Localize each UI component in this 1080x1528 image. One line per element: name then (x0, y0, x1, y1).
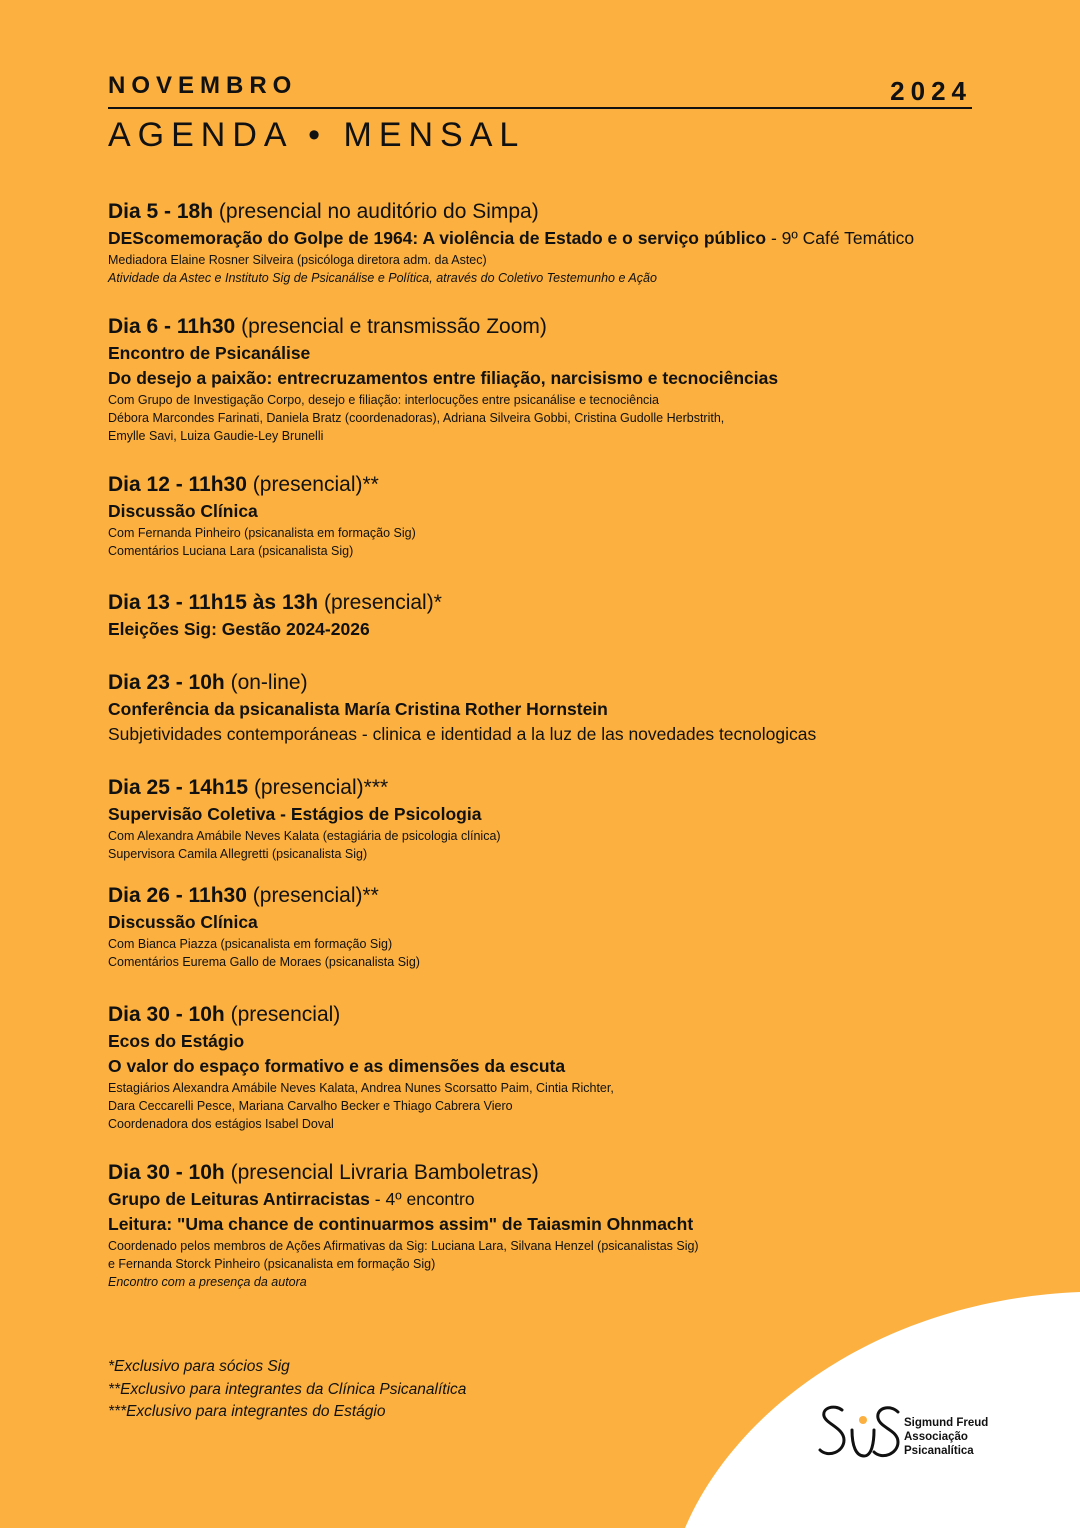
event-note: Atividade da Astec e Instituto Sig de Psicanálise e Política, através do Coletivo Testemunho e Ação (108, 271, 657, 285)
event-item (108, 669, 988, 747)
event-item (108, 313, 988, 445)
event-subtitle: Subjetividades contemporáneas - clinica e identidad a la luz de las novedades tecnologicas (108, 724, 817, 744)
event-title-suffix: - 9º Café Temático (770, 228, 915, 248)
event-mode: (presencial e transmissão Zoom) (241, 315, 547, 338)
event-mode: (on-line) (230, 671, 308, 694)
event-detail: Mediadora Elaine Rosner Silveira (psicóloga diretora adm. da Astec) (108, 253, 487, 267)
month-label: NOVEMBRO (108, 72, 298, 99)
event-mode: (presencial) (230, 1003, 341, 1026)
event-title: Supervisão Coletiva - Estágios de Psicologia (108, 804, 482, 824)
page-title: AGENDA • MENSAL (108, 116, 526, 154)
event-when (108, 669, 988, 697)
event-mode: (presencial no auditório do Simpa) (218, 200, 539, 223)
event-date: Dia 25 - 14h15 (108, 776, 249, 799)
event-date: Dia 6 - 11h30 (108, 315, 236, 338)
event-title: Discussão Clínica (108, 912, 258, 932)
event-detail: Comentários Eurema Gallo de Moraes (psicanalista Sig) (108, 955, 420, 969)
logo-line: Associação (904, 1431, 968, 1443)
event-title: Discussão Clínica (108, 501, 258, 521)
header-divider (108, 107, 972, 109)
footnote: ***Exclusivo para integrantes do Estágio (108, 1403, 386, 1420)
event-title-suffix: - 4º encontro (374, 1189, 475, 1209)
event-when (108, 313, 988, 341)
event-date: Dia 12 - 11h30 (108, 473, 247, 496)
event-when (108, 198, 988, 226)
year-label: 2024 (890, 76, 972, 106)
event-detail: Comentários Luciana Lara (psicanalista Sig) (108, 544, 354, 558)
event-item (108, 471, 988, 560)
event-item (108, 882, 988, 971)
event-detail: Com Grupo de Investigação Corpo, desejo e filiação: interlocuções entre psicanálise e tecnociência (108, 393, 660, 407)
event-title-2: Leitura: "Uma chance de continuarmos assim" de Taiasmin Ohnmacht (108, 1214, 694, 1234)
logo-line: Psicanalítica (904, 1445, 974, 1457)
event-when (108, 471, 988, 499)
sig-logo-mark-icon (818, 1402, 902, 1464)
event-detail: Coordenado pelos membros de Ações Afirmativas da Sig: Luciana Lara, Silvana Henzel (psicanalistas Sig) (108, 1239, 699, 1253)
event-title: Eleições Sig: Gestão 2024-2026 (108, 619, 370, 639)
event-note: Encontro com a presença da autora (108, 1275, 307, 1289)
event-date: Dia 13 - 11h15 às 13h (108, 591, 319, 614)
event-when (108, 882, 988, 910)
event-detail: e Fernanda Storck Pinheiro (psicanalista em formação Sig) (108, 1257, 436, 1271)
event-item (108, 1159, 988, 1291)
event-detail: Com Alexandra Amábile Neves Kalata (estagiária de psicologia clínica) (108, 829, 501, 843)
footnote: **Exclusivo para integrantes da Clínica Psicanalítica (108, 1380, 467, 1398)
event-when (108, 1001, 988, 1029)
event-mode: (presencial Livraria Bamboletras) (230, 1161, 539, 1184)
event-mode: (presencial)** (252, 473, 379, 496)
event-detail: Coordenadora dos estágios Isabel Doval (108, 1117, 334, 1131)
event-detail: Débora Marcondes Farinati, Daniela Bratz (coordenadoras), Adriana Silveira Gobbi, Cristina Gudolle Herbstrith, (108, 411, 725, 425)
event-date: Dia 30 - 10h (108, 1003, 225, 1026)
event-title (108, 1187, 988, 1212)
event-detail: Dara Ceccarelli Pesce, Mariana Carvalho Becker e Thiago Cabrera Viero (108, 1099, 513, 1113)
event-title-text: DEScomemoração do Golpe de 1964: A violência de Estado e o serviço público (108, 228, 767, 248)
event-mode: (presencial)** (252, 884, 379, 907)
event-title-2: Do desejo a paixão: entrecruzamentos entre filiação, narcisismo e tecnociências (108, 368, 779, 388)
event-item (108, 1001, 988, 1133)
footnote: *Exclusivo para sócios Sig (108, 1358, 290, 1375)
event-title: Encontro de Psicanálise (108, 343, 311, 363)
event-date: Dia 26 - 11h30 (108, 884, 247, 907)
event-detail: Com Bianca Piazza (psicanalista em formação Sig) (108, 937, 393, 951)
event-item (108, 198, 988, 287)
event-title (108, 226, 988, 251)
event-detail: Com Fernanda Pinheiro (psicanalista em formação Sig) (108, 526, 416, 540)
event-detail: Estagiários Alexandra Amábile Neves Kalata, Andrea Nunes Scorsatto Paim, Cintia Richter, (108, 1081, 614, 1095)
event-date: Dia 30 - 10h (108, 1161, 225, 1184)
footnotes (108, 1356, 466, 1424)
event-mode: (presencial)*** (253, 776, 389, 799)
sig-logo (818, 1402, 1008, 1466)
event-date: Dia 5 - 18h (108, 200, 214, 223)
event-item (108, 589, 988, 642)
event-when (108, 774, 988, 802)
event-when (108, 589, 988, 617)
event-title-text: Grupo de Leituras Antirracistas (108, 1189, 370, 1209)
logo-line: Sigmund Freud (904, 1417, 989, 1429)
event-mode: (presencial)* (323, 591, 442, 614)
event-title: Ecos do Estágio (108, 1031, 245, 1051)
sig-logo-text (904, 1416, 988, 1458)
event-title-2: O valor do espaço formativo e as dimensões da escuta (108, 1056, 566, 1076)
event-detail: Supervisora Camila Allegretti (psicanalista Sig) (108, 847, 368, 861)
event-item (108, 774, 988, 863)
event-title: Conferência da psicanalista María Cristina Rother Hornstein (108, 699, 608, 719)
event-when (108, 1159, 988, 1187)
event-date: Dia 23 - 10h (108, 671, 225, 694)
event-detail: Emylle Savi, Luiza Gaudie-Ley Brunelli (108, 429, 324, 443)
